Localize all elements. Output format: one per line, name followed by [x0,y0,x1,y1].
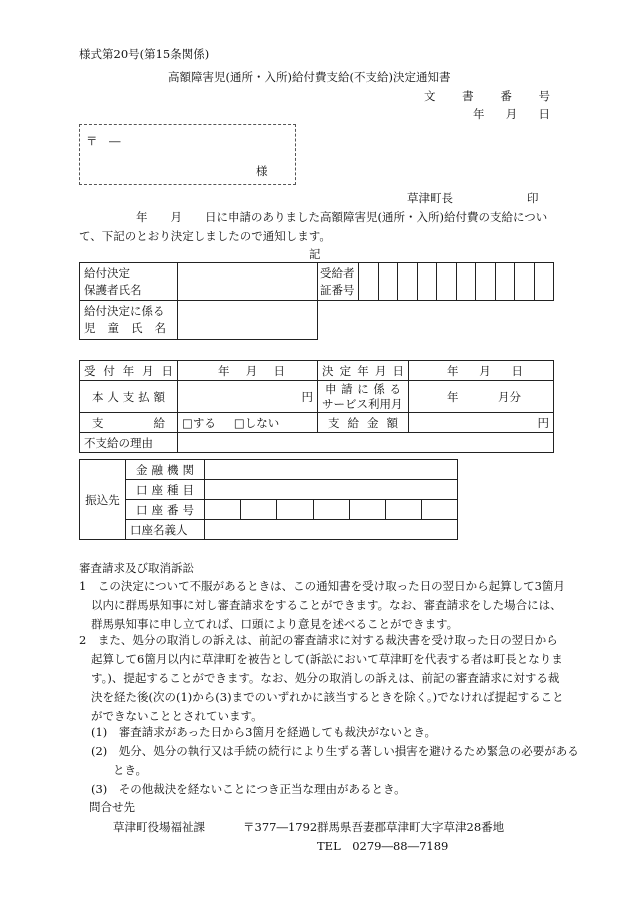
service-month-label: 申 請 に 係 る サービス利用月 [318,381,409,413]
notes-sub-item-2: (2) 処分、処分の執行又は手続の続行により生ずる著しい損害を避けるため緊急の必要があるとき。 [91,744,579,777]
transfer-destination-label: 振込先 [80,460,126,540]
account-number-digit [277,500,313,520]
contact-address: 群馬県吾妻郡草津町大字草津28番地 [317,820,505,834]
account-number-digit [241,500,277,520]
issuer-name: 草津町長 [407,191,453,205]
recipient-honorific: 様 [256,164,268,178]
payment-no-checkbox[interactable]: □しない [233,415,280,430]
recipient-number-label: 受給者 証番号 [318,263,359,301]
account-number-digit [205,500,241,520]
payment-amount-value: 円 [409,413,554,433]
payment-yes-checkbox[interactable]: □する [182,415,216,430]
contact-department: 草津町役場福祉課 [113,820,205,834]
bank-name-label: 金 融 機 関 [126,460,205,480]
contact-postal-code: 〒377―1792 [243,820,318,834]
bank-name-value [205,460,458,480]
self-payment-value: 円 [178,381,318,413]
account-number-label: 口 座 番 号 [126,500,205,520]
bank-transfer-table [79,459,458,540]
recipient-number-digit [378,263,398,301]
account-holder-value [205,520,458,540]
account-number-digit [349,500,385,520]
contact-label: 問合せ先 [89,800,135,814]
payment-choice [178,413,318,433]
recipient-number-digit [495,263,515,301]
child-name-label: 給付決定に係る 児 童 氏 名 [80,301,178,340]
non-payment-reason-label: 不支給の理由 [80,433,178,453]
postal-code-label: 〒 ― [86,134,121,148]
recipient-number-digit [515,263,535,301]
decision-date-value: 年 月 日 [409,361,554,381]
recipient-number-digit [476,263,496,301]
notes-sub-item-3: (3) その他裁決を経ないことにつき正当な理由があるとき。 [91,782,406,796]
issue-date-label: 年 月 日 [473,107,550,121]
account-number-digit [422,500,458,520]
notes-sub-item-1: (1) 審査請求があった日から3箇月を経過しても裁決がないとき。 [91,725,437,739]
account-holder-label: 口座名義人 [126,520,205,540]
account-type-value [205,480,458,500]
decision-date-label: 決 定 年 月 日 [318,361,409,381]
recipient-number-digit [437,263,457,301]
address-box [79,124,296,185]
payment-amount-label: 支 給 金 額 [318,413,409,433]
document-number-label: 文 書 番 号 [424,89,550,103]
payment-label: 支 給 [80,413,178,433]
self-payment-label: 本 人 支 払 額 [80,381,178,413]
decision-table [79,360,554,453]
guardian-name-label: 給付決定 保護者氏名 [80,263,178,301]
child-name-value [178,301,318,340]
non-payment-reason-value [178,433,554,453]
form-number: 様式第20号(第15条関係) [79,47,210,61]
document-title: 高額障害児(通所・入所)給付費支給(不支給)決定通知書 [168,70,451,84]
receipt-date-label: 受 付 年 月 日 [80,361,178,381]
account-type-label: 口 座 種 目 [126,480,205,500]
seal-mark: 印 [527,191,539,205]
recipient-number-digit [417,263,437,301]
recipient-number-digit [456,263,476,301]
recipient-number-digit [359,263,379,301]
ki-heading: 記 [309,247,321,261]
account-number-digit [313,500,349,520]
notes-item-2: 2 また、処分の取消しの訴えは、前記の審査請求に対する裁決書を受け取った日の翌日から起算して6箇月以内に草津町を被告として(訴訟において草津町を代表する者は町長となります。)、提起することができます。なお、処分の取消しの訴えは、前記の審査請求に対する裁決を経た後(次の(1)から(3)までのいずれかに該当するときを除く。)でなければ提起することができないこととされています。 [79,633,564,723]
notice-body: 年 月 日に申請のありました高額障害児(通所・入所)給付費の支給について、下記のとおり決定しましたので通知します。 [79,210,548,243]
guardian-table [79,262,554,340]
guardian-name-value [178,263,318,301]
recipient-number-digit [398,263,418,301]
contact-phone: TEL 0279―88―7189 [317,839,449,853]
notes-heading: 審査請求及び取消訴訟 [79,561,194,575]
account-number-digit [385,500,421,520]
recipient-number-digit [534,263,554,301]
service-month-value: 年 月分 [409,381,554,413]
notes-item-1: 1 この決定について不服があるときは、この通知書を受け取った日の翌日から起算して3箇月以内に群馬県知事に対し審査請求をすることができます。なお、審査請求をした場合には、群馬県知事に申し立てれば、口頭により意見を述べることができます。 [79,579,565,631]
receipt-date-value: 年 月 日 [178,361,318,381]
